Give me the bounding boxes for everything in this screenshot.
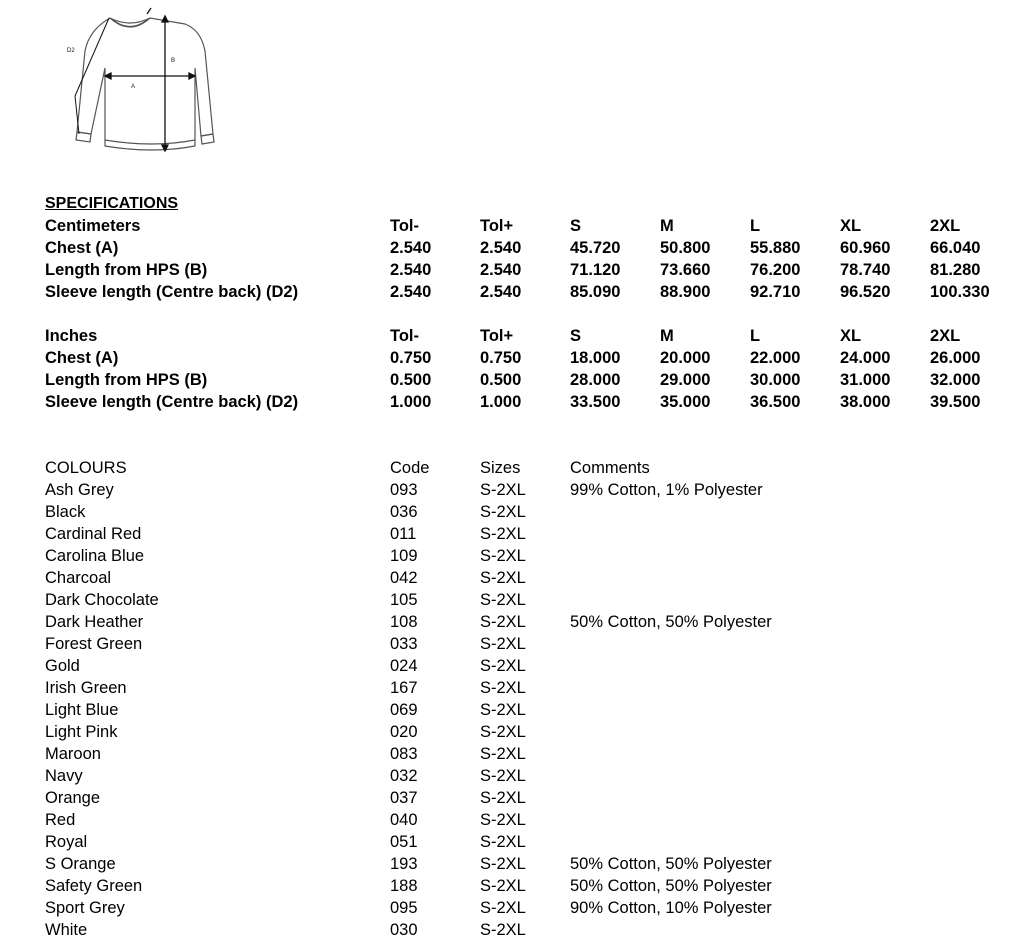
cell: Dark Chocolate <box>45 591 159 609</box>
cell: 32.000 <box>930 371 981 389</box>
colour-row <box>0 853 1024 875</box>
cell: S-2XL <box>480 855 526 873</box>
d2-label: D2 <box>67 48 75 54</box>
cell: 188 <box>390 877 418 895</box>
cell: 036 <box>390 503 418 521</box>
cell: Comments <box>570 459 650 477</box>
cell: S-2XL <box>480 811 526 829</box>
cell: S-2XL <box>480 789 526 807</box>
cell: S-2XL <box>480 591 526 609</box>
colour-row <box>0 501 1024 523</box>
cm-row <box>0 281 1024 303</box>
cell: XL <box>840 217 862 235</box>
colour-row <box>0 479 1024 501</box>
cell: 2.540 <box>390 239 432 257</box>
cell: 35.000 <box>660 393 711 411</box>
cell: 96.520 <box>840 283 891 301</box>
cell: 037 <box>390 789 418 807</box>
cell: 1.000 <box>390 393 432 411</box>
colour-row <box>0 523 1024 545</box>
cell: 109 <box>390 547 418 565</box>
cell: M <box>660 217 674 235</box>
inch-row <box>0 391 1024 413</box>
cell: S-2XL <box>480 569 526 587</box>
cell: S-2XL <box>480 767 526 785</box>
b-label: B <box>171 58 176 64</box>
cell: 032 <box>390 767 418 785</box>
cell: Tol- <box>390 327 420 345</box>
colour-row <box>0 831 1024 853</box>
cell: 042 <box>390 569 418 587</box>
cell: 39.500 <box>930 393 981 411</box>
cell: Sleeve length (Centre back) (D2) <box>45 393 299 411</box>
cell: S-2XL <box>480 899 526 917</box>
cell: S-2XL <box>480 503 526 521</box>
cell: S Orange <box>45 855 116 873</box>
cell: 24.000 <box>840 349 891 367</box>
cell: 040 <box>390 811 418 829</box>
cell: 50% Cotton, 50% Polyester <box>570 877 772 895</box>
inch-row <box>0 369 1024 391</box>
colour-row <box>0 589 1024 611</box>
cell: S <box>570 217 582 235</box>
cm-row <box>0 237 1024 259</box>
cell: Code <box>390 459 430 477</box>
cell: Gold <box>45 657 80 675</box>
cell: 2.540 <box>390 283 432 301</box>
cell: 78.740 <box>840 261 891 279</box>
colour-row <box>0 743 1024 765</box>
cell: S-2XL <box>480 657 526 675</box>
colour-row <box>0 787 1024 809</box>
cell: Tol+ <box>480 327 514 345</box>
cell: Carolina Blue <box>45 547 145 565</box>
cell: 100.330 <box>930 283 990 301</box>
cell: L <box>750 217 761 235</box>
cell: 55.880 <box>750 239 801 257</box>
colour-row <box>0 633 1024 655</box>
a-label: A <box>131 84 136 90</box>
colour-row <box>0 611 1024 633</box>
cell: S-2XL <box>480 547 526 565</box>
cell: 66.040 <box>930 239 981 257</box>
cell: S-2XL <box>480 481 526 499</box>
cell: 60.960 <box>840 239 891 257</box>
cell: Light Pink <box>45 723 118 741</box>
cell: 88.900 <box>660 283 711 301</box>
cell: 095 <box>390 899 418 917</box>
colour-row <box>0 765 1024 787</box>
cell: 90% Cotton, 10% Polyester <box>570 899 772 917</box>
inch-row <box>0 347 1024 369</box>
cell: Chest (A) <box>45 349 119 367</box>
cell: 2.540 <box>390 261 432 279</box>
cell: 92.710 <box>750 283 801 301</box>
colours-header-row <box>0 457 1024 479</box>
cell: Length from HPS (B) <box>45 371 208 389</box>
cell: 0.750 <box>390 349 432 367</box>
cell: 30.000 <box>750 371 801 389</box>
cell: 36.500 <box>750 393 801 411</box>
cell: 108 <box>390 613 418 631</box>
cm-header-row <box>0 215 1024 237</box>
cell: 030 <box>390 921 418 939</box>
cell: 20.000 <box>660 349 711 367</box>
cell: 76.200 <box>750 261 801 279</box>
cell: 011 <box>390 525 417 543</box>
cell: 31.000 <box>840 371 891 389</box>
cell: 18.000 <box>570 349 621 367</box>
cell: Irish Green <box>45 679 127 697</box>
cell: Sleeve length (Centre back) (D2) <box>45 283 299 301</box>
cell: 50% Cotton, 50% Polyester <box>570 855 772 873</box>
cell: Sport Grey <box>45 899 125 917</box>
cell: Sizes <box>480 459 521 477</box>
cell: Navy <box>45 767 83 785</box>
cell: Centimeters <box>45 217 141 235</box>
cell: S-2XL <box>480 613 526 631</box>
cell: Inches <box>45 327 98 345</box>
inch-header-row <box>0 325 1024 347</box>
cell: S-2XL <box>480 745 526 763</box>
cell: Royal <box>45 833 88 851</box>
cell: 71.120 <box>570 261 621 279</box>
colour-row <box>0 655 1024 677</box>
cell: COLOURS <box>45 459 127 477</box>
cell: 020 <box>390 723 418 741</box>
cell: S-2XL <box>480 635 526 653</box>
cell: 33.500 <box>570 393 621 411</box>
cell: Dark Heather <box>45 613 144 631</box>
colour-row <box>0 809 1024 831</box>
colour-row <box>0 545 1024 567</box>
cell: S-2XL <box>480 921 526 939</box>
cell: S-2XL <box>480 679 526 697</box>
cell: 093 <box>390 481 418 499</box>
cell: M <box>660 327 674 345</box>
cell: S-2XL <box>480 833 526 851</box>
cell: 26.000 <box>930 349 981 367</box>
cell: 85.090 <box>570 283 621 301</box>
cell: 083 <box>390 745 418 763</box>
cell: 22.000 <box>750 349 801 367</box>
cell: S-2XL <box>480 723 526 741</box>
cell: 50.800 <box>660 239 711 257</box>
cell: 28.000 <box>570 371 621 389</box>
cell: Forest Green <box>45 635 143 653</box>
cell: 2XL <box>930 217 961 235</box>
cell: 29.000 <box>660 371 711 389</box>
cell: 0.500 <box>480 371 522 389</box>
cell: 2.540 <box>480 261 522 279</box>
cell: 024 <box>390 657 418 675</box>
cell: Ash Grey <box>45 481 114 499</box>
cell: 193 <box>390 855 418 873</box>
cell: S-2XL <box>480 701 526 719</box>
long-sleeve-shirt-diagram <box>55 6 225 156</box>
cm-row <box>0 259 1024 281</box>
cell: Cardinal Red <box>45 525 142 543</box>
cell: White <box>45 921 88 939</box>
cell: 0.500 <box>390 371 432 389</box>
cell: L <box>750 327 761 345</box>
cell: 2.540 <box>480 283 522 301</box>
cell: 051 <box>390 833 418 851</box>
cell: Length from HPS (B) <box>45 261 208 279</box>
cell: Safety Green <box>45 877 143 895</box>
cell: 0.750 <box>480 349 522 367</box>
colour-row <box>0 699 1024 721</box>
cell: 069 <box>390 701 418 719</box>
garment-sketch <box>55 6 225 156</box>
cell: 45.720 <box>570 239 621 257</box>
cell: Black <box>45 503 86 521</box>
cell: 50% Cotton, 50% Polyester <box>570 613 772 631</box>
cell: 73.660 <box>660 261 711 279</box>
cell: 2XL <box>930 327 961 345</box>
cell: 1.000 <box>480 393 522 411</box>
colour-row <box>0 721 1024 743</box>
cell: Orange <box>45 789 101 807</box>
cell: Tol- <box>390 217 420 235</box>
cell: Light Blue <box>45 701 119 719</box>
cell: S-2XL <box>480 525 526 543</box>
cell: 105 <box>390 591 418 609</box>
cell: Red <box>45 811 76 829</box>
cell: Maroon <box>45 745 101 763</box>
cell: Charcoal <box>45 569 112 587</box>
cell: 99% Cotton, 1% Polyester <box>570 481 763 499</box>
colour-row <box>0 897 1024 919</box>
cell: Tol+ <box>480 217 514 235</box>
colour-row <box>0 919 1024 941</box>
cell: 38.000 <box>840 393 891 411</box>
cell: 033 <box>390 635 418 653</box>
cell: S-2XL <box>480 877 526 895</box>
colour-row <box>0 567 1024 589</box>
colour-row <box>0 677 1024 699</box>
cell: 167 <box>390 679 418 697</box>
cell: XL <box>840 327 862 345</box>
cell: Chest (A) <box>45 239 119 257</box>
cell: 81.280 <box>930 261 981 279</box>
cell: 2.540 <box>480 239 522 257</box>
colour-row <box>0 875 1024 897</box>
specifications-heading: SPECIFICATIONS <box>45 195 179 212</box>
cell: S <box>570 327 582 345</box>
